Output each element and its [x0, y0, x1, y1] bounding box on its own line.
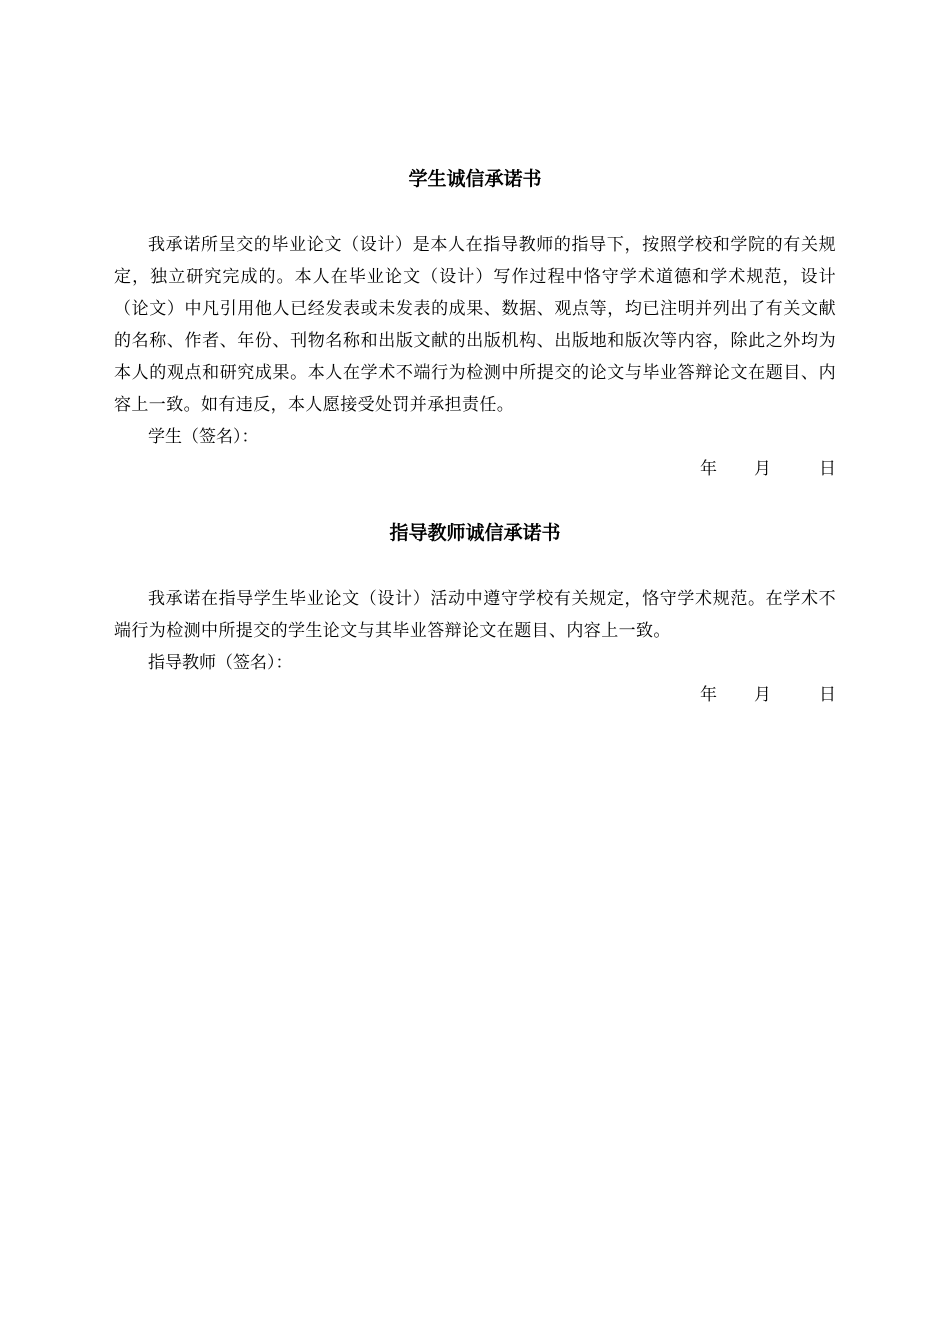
student-date-line [114, 453, 836, 485]
advisor-pledge-body: 我承诺在指导学生毕业论文（设计）活动中遵守学校有关规定，恪守学术规范。在学术不端行为检测中所提交的学生论文与其毕业答辩论文在题目、内容上一致。 [114, 589, 836, 641]
student-pledge-section [114, 167, 836, 485]
student-date-year: 年 [700, 459, 717, 479]
advisor-pledge-title: 指导教师诚信承诺书 [389, 522, 561, 544]
advisor-signature-label: 指导教师（签名）： [148, 653, 293, 673]
student-pledge-body: 我承诺所呈交的毕业论文（设计）是本人在指导教师的指导下，按照学校和学院的有关规定，独立研究完成的。本人在毕业论文（设计）写作过程中恪守学术道德和学术规范，设计（论文）中凡引用他人已经发表或未发表的成果、数据、观点等，均已注明并列出了有关文献的名称、作者、年份、刊物名称和出版文献的出版机构、出版地和版次等内容，除此之外均为本人的观点和研究成果。本人在学术不端行为检测中所提交的论文与毕业答辩论文在题目、内容上一致。如有违反，本人愿接受处罚并承担责任。 [114, 235, 836, 415]
advisor-date-month: 月 [754, 685, 771, 705]
advisor-pledge-section [114, 521, 836, 711]
advisor-date-year: 年 [700, 685, 717, 705]
student-pledge-title: 学生诚信承诺书 [408, 168, 542, 190]
student-date-day: 日 [819, 459, 836, 479]
student-signature-label: 学生（签名）： [148, 427, 259, 447]
advisor-date-line [114, 679, 836, 711]
advisor-date-day: 日 [819, 685, 836, 705]
student-date-month: 月 [754, 459, 771, 479]
